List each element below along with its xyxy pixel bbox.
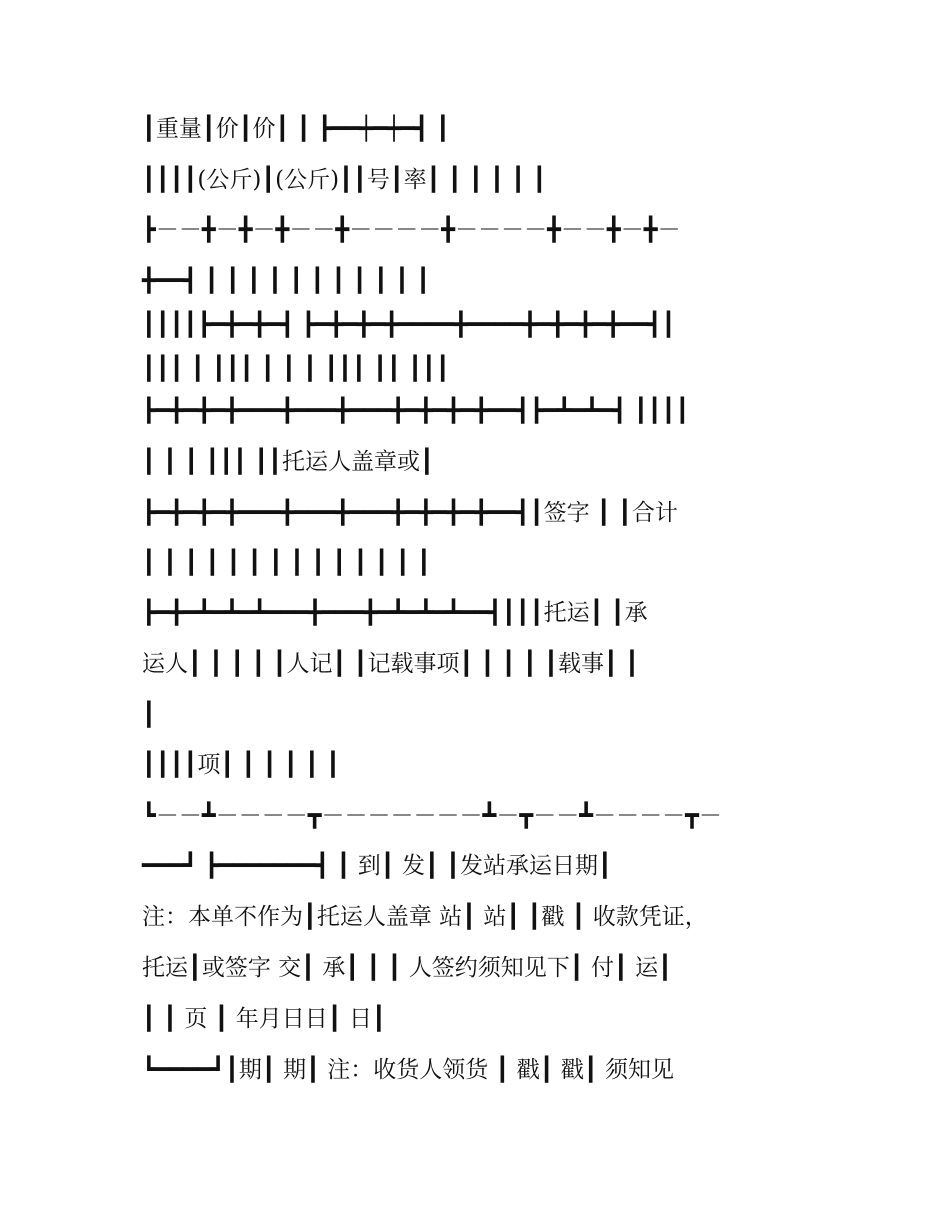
text-line-2: ┃┃┃┃(公斤)┃(公斤)┃┃号┃率┃ ┃ ┃ ┃ ┃ ┃ — [142, 167, 547, 193]
text-line-8: ┃ ┃ ┃ ┃┃┃ ┃┃托运人盖章或┃ — [142, 449, 434, 475]
text-line-4: ╋━━┫ ┃ ┃ ┃ ┃ ┃ ┃ ┃ ┃ ┃ ┃ ┃ — [142, 268, 431, 294]
text-line-14: ┃┃┃┃项┃ ┃ ┃ ┃ ┃ ┃ — [142, 752, 341, 778]
text-line-13: ┃ — [142, 702, 156, 728]
text-line-20: ┗━━━━┛┃期┃ 期┃ 注：收货人领货 ┃ 戳┃ 戳┃ 须知见 — [142, 1057, 675, 1083]
text-line-11: ┣━╋━┻━┻━┻━━━╋━━━╋━┻━┻━┻━━┫┃┃┃托运┃ ┃承 — [142, 600, 648, 626]
text-line-12: 运人┃ ┃ ┃ ┃ ┃人记┃ ┃记载事项┃ ┃ ┃ ┃ ┃载事┃ ┃ — [142, 651, 639, 677]
text-line-6: ┃┃┃ ┃ ┃┃┃ ┃ ┃ ┃ ┃┃┃ ┃┃ ┃┃┃ — [142, 356, 450, 382]
text-line-17: 注：本单不作为┃托运人盖章 站┃ 站┃ ┃戳 ┃ 收款凭证， — [142, 904, 708, 930]
text-line-19: ┃ ┃ 页 ┃ 年月日日┃ 日┃ — [142, 1006, 386, 1032]
text-line-7: ┣━╋━╋━╋━━━╋━━━╋━━━╋━╋━╋━╋━━┫┣━┻━┻━┫ ┃┃┃┃ — [142, 398, 690, 424]
text-line-1: ┃重量┃价┃价┃ ┃ ┣━━┿━┿━┫ ┃ — [142, 116, 450, 142]
text-line-3: ┣－－╋－╋－╋－－╋－－－－╋－－－－╋－－╋－╋－ — [142, 217, 681, 243]
text-line-10: ┃ ┃ ┃ ┃ ┃ ┃ ┃ ┃ ┃ ┃ ┃ ┃ ┃ ┃ — [142, 550, 431, 576]
text-line-5: ┃┃┃┃┣━╋━╋━┫ ┣━╋━╋━╋━━━━╋━━━━╋━╋━╋━╋━━┫┃ — [142, 312, 676, 338]
text-line-15: ┗－－┻－－－－┳－－－－－－－┻－┳－－┻－－－－┳－ — [142, 803, 722, 829]
text-line-16: ━━━┛ ┣━━━━━━━┫ ┃ 到┃ 发┃ ┃发站承运日期┃ — [142, 853, 612, 879]
text-line-9: ┣━╋━╋━╋━━━╋━━━╋━━━╋━╋━╋━╋━━┫┃签字 ┃ ┃合计 — [142, 500, 678, 526]
text-line-18: 托运┃或签字 交┃ 承┃ ┃ ┃ 人签约须知见下┃ 付┃ 运┃ — [142, 955, 672, 981]
